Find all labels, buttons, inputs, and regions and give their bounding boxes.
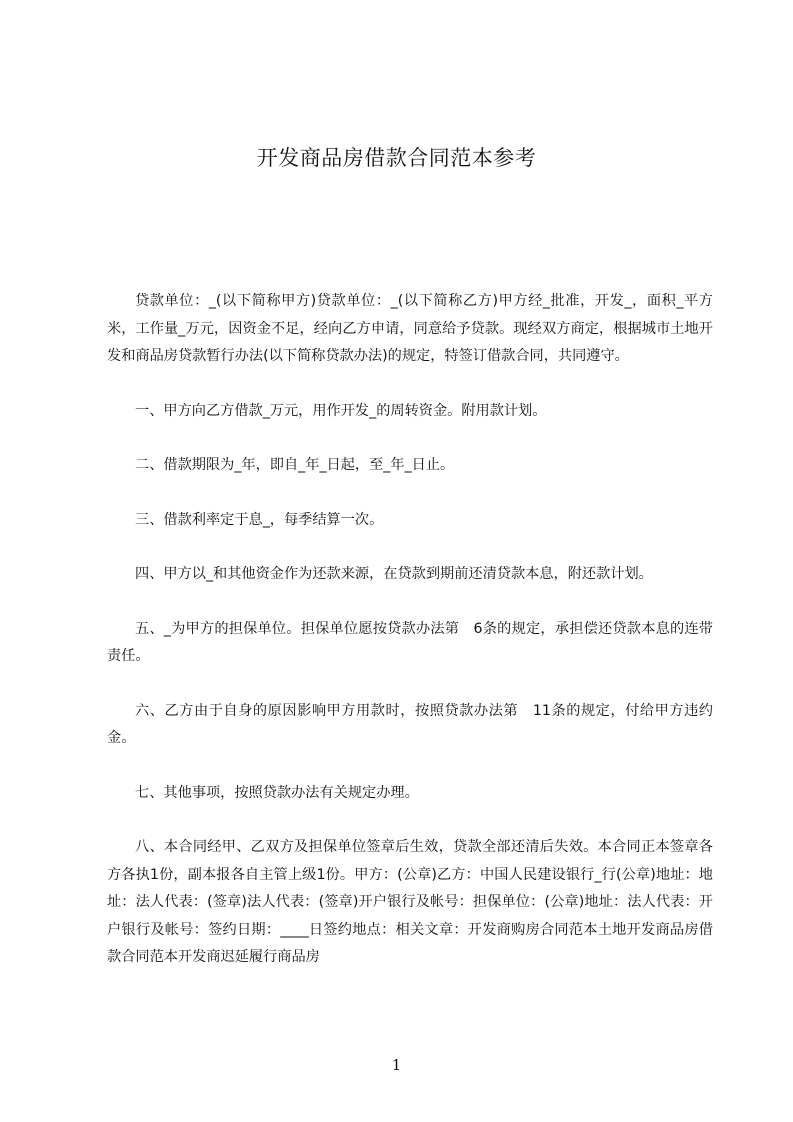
paragraph-clause-3: 三、借款利率定于息_，每季结算一次。	[135, 511, 384, 528]
paragraph-clause-5: 五、_为甲方的担保单位。担保单位愿按贷款办法第 6条的规定，承担偿还贷款本息的连带责任。	[107, 620, 713, 664]
paragraph-intro: 贷款单位：_(以下简称甲方)贷款单位：_(以下简称乙方)甲方经_批准，开发_，面积_平方米，工作量_万元，因资金不足，经向乙方申请，同意给予贷款。现经双方商定，根据城市土地开发和商品房贷款暂行办法(以下简称贷款办法)的规定，特签订借款合同，共同遵守。	[107, 293, 713, 364]
paragraph-clause-8: 八、本合同经甲、乙双方及担保单位签章后生效，贷款全部还清后失效。本合同正本签章各方各执1份，副本报各自主管上级1份。甲方：(公章)乙方：中国人民建设银行_行(公章)地址：地址：法人代表：(签章)法人代表：(签章)开户银行及帐号：担保单位：(公章)地址：法人代表：开户银行及帐号：签约日期：____日签约地点：相关文章：开发商购房合同范本土地开发商品房借款合同范本开发商迟延履行商品房	[107, 839, 713, 965]
paragraph-clause-6: 六、乙方由于自身的原因影响甲方用款时，按照贷款办法第 11条的规定，付给甲方违约金。	[107, 702, 713, 746]
paragraph-clause-1: 一、甲方向乙方借款_万元，用作开发_的周转资金。附用款计划。	[135, 402, 547, 419]
document-title: 开发商品房借款合同范本参考	[256, 146, 537, 170]
paragraph-clause-4: 四、甲方以_和其他资金作为还款来源，在贷款到期前还清贷款本息，附还款计划。	[135, 566, 653, 582]
paragraph-clause-7: 七、其他事项，按照贷款办法有关规定办理。	[135, 784, 419, 801]
document-body	[107, 288, 713, 972]
page-number: 1	[391, 1056, 402, 1074]
paragraph-clause-2: 二、借款期限为_年，即自_年_日起，至_年_日止。	[135, 457, 455, 473]
